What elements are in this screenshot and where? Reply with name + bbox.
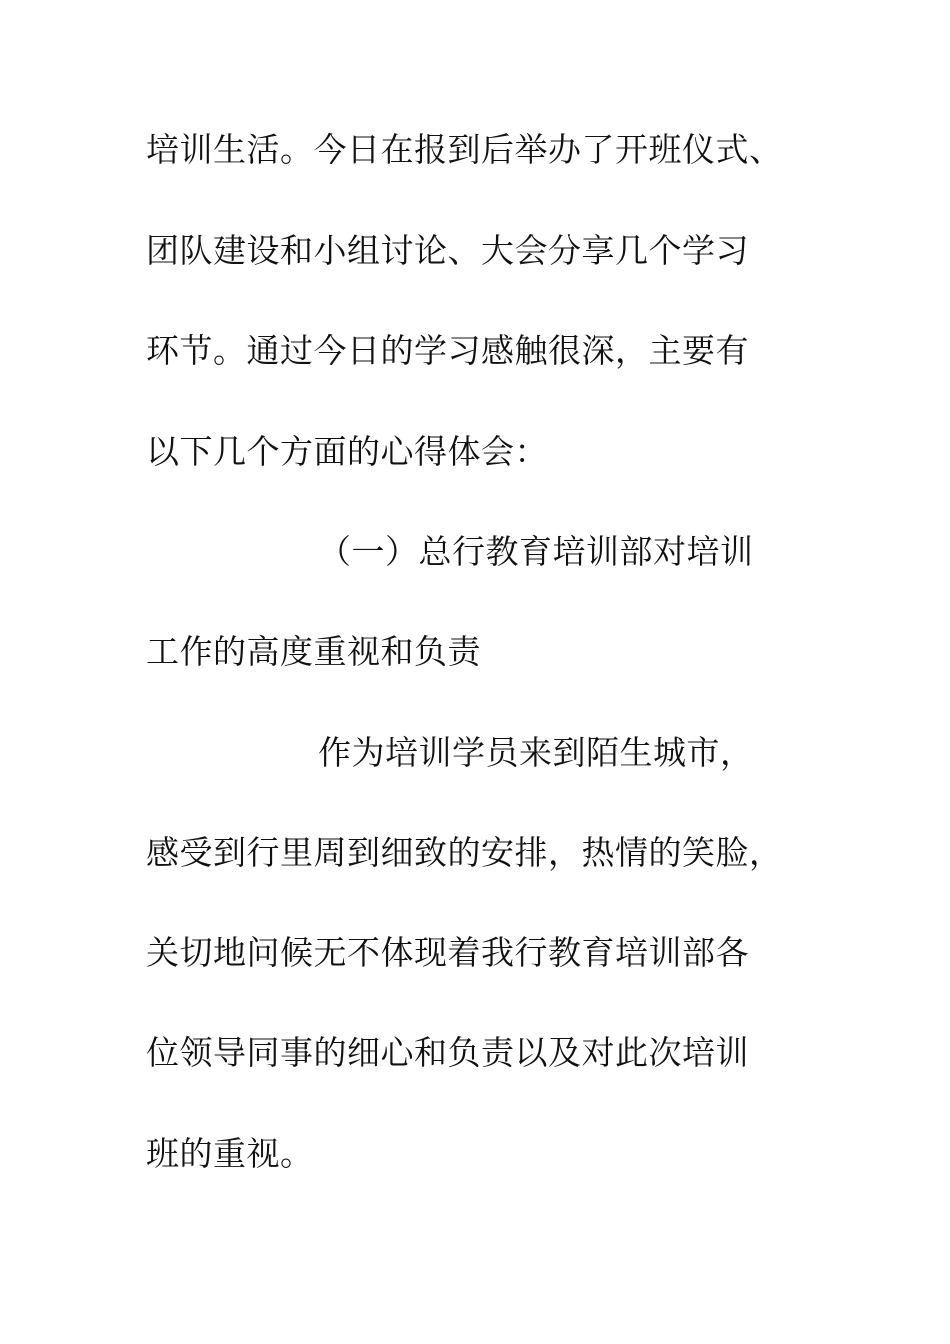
paragraph-line: 团队建设和小组讨论、大会分享几个学习 [146,231,749,270]
paragraph-line: 感受到行里周到细致的安排，热情的笑脸， [146,833,783,872]
paragraph-line: 班的重视。 [146,1134,314,1173]
paragraph-line: 以下几个方面的心得体会： [146,432,548,471]
paragraph-line: 作为培训学员来到陌生城市， [318,733,754,772]
section-heading-line: （一）总行教育培训部对培训 [318,532,754,571]
paragraph-line: 环节。通过今日的学习感触很深，主要有 [146,331,749,370]
paragraph-line: 培训生活。今日在报到后举办了开班仪式、 [146,130,783,169]
paragraph-line: 位领导同事的细心和负责以及对此次培训 [146,1033,749,1072]
section-heading-line: 工作的高度重视和负责 [146,632,481,671]
paragraph-line: 关切地问候无不体现着我行教育培训部各 [146,933,749,972]
